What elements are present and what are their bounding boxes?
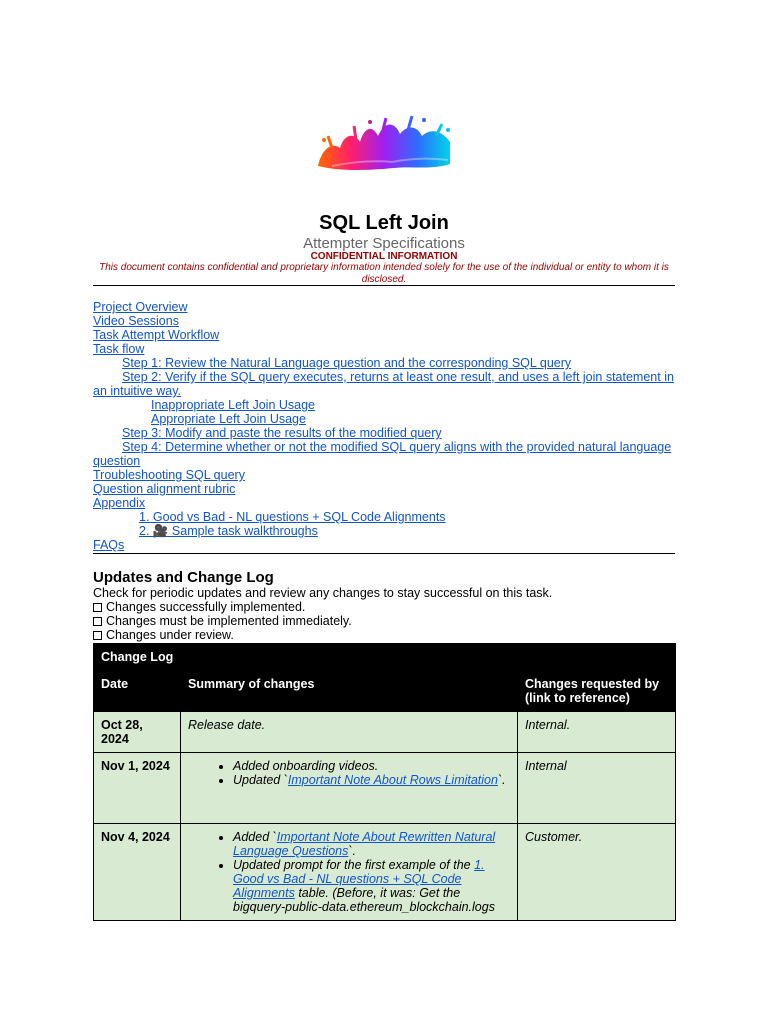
legend-box-icon: [93, 631, 102, 640]
table-row: [94, 712, 676, 753]
table-of-contents: [93, 300, 675, 552]
col-summary-header: Summary of changes: [181, 671, 518, 712]
list-item: [233, 830, 510, 858]
legend-box-icon: [93, 617, 102, 626]
toc-step-1[interactable]: Step 1: Review the Natural Language question and the corresponding SQL query: [122, 356, 572, 370]
change-log-table: [93, 643, 676, 921]
confidential-label: CONFIDENTIAL INFORMATION: [310, 251, 458, 262]
toc-faqs[interactable]: FAQs: [93, 538, 125, 552]
updates-heading: Updates and Change Log: [93, 569, 274, 586]
table-row: [94, 753, 676, 824]
doc-title: SQL Left Join: [319, 212, 449, 234]
row-summary: Release date.: [181, 712, 518, 753]
table-row: [94, 824, 676, 921]
row-requested-by: Customer.: [518, 824, 676, 921]
text-fragment: `.: [497, 773, 506, 787]
col-date-header: Date: [94, 671, 181, 712]
text-fragment: Added `: [233, 830, 277, 844]
list-item: • Added onboarding videos.: [233, 759, 510, 773]
toc-question-alignment-rubric[interactable]: Question alignment rubric: [93, 482, 236, 496]
toc-task-attempt-workflow[interactable]: Task Attempt Workflow: [93, 328, 220, 342]
good-vs-bad-link[interactable]: 1. Good vs Bad - NL questions + SQL Code Alignments: [233, 858, 485, 900]
doc-subtitle: Attempter Specifications: [303, 235, 465, 252]
text-fragment: Updated prompt for the first example of the: [233, 858, 475, 872]
legend-review-text: Changes under review.: [106, 628, 234, 642]
row-date: Oct 28, 2024: [94, 712, 181, 753]
legend-implemented-text: Changes successfully implemented.: [106, 600, 306, 614]
legend-box-icon: [93, 603, 102, 612]
toc-video-sessions[interactable]: Video Sessions: [93, 314, 179, 328]
toc-step-4[interactable]: Step 4: Determine whether or not the modified SQL query aligns with the provided natural language question: [93, 440, 672, 468]
toc-step-2[interactable]: Step 2: Verify if the SQL query executes, returns at least one result, and uses a left join statement in an intuitive way.: [93, 370, 674, 398]
toc-step-3[interactable]: Step 3: Modify and paste the results of the modified query: [122, 426, 442, 440]
col-requested-header: Changes requested by (link to reference): [518, 671, 676, 712]
rows-limitation-link[interactable]: Important Note About Rows Limitation: [287, 773, 498, 787]
legend-immediate-text: Changes must be implemented immediately.: [106, 614, 352, 628]
updates-intro: [93, 586, 675, 642]
toc-project-overview[interactable]: Project Overview: [93, 300, 188, 314]
divider-top: [93, 285, 675, 286]
text-fragment: table. (Before, it was: Get the bigquery-public-data.ethereum_blockchain.logs: [233, 886, 495, 914]
toc-appropriate-left-join[interactable]: Appropriate Left Join Usage: [151, 412, 306, 426]
toc-task-flow[interactable]: Task flow: [93, 342, 145, 356]
toc-appendix-1[interactable]: 1. Good vs Bad - NL questions + SQL Code Alignments: [139, 510, 446, 524]
change-log-title-row: [94, 644, 676, 671]
row-requested-by: Internal: [518, 753, 676, 824]
row-requested-by: Internal.: [518, 712, 676, 753]
toc-troubleshooting[interactable]: Troubleshooting SQL query: [93, 468, 245, 482]
row-date: Nov 4, 2024: [94, 824, 181, 921]
legend-implemented: [93, 600, 675, 614]
legend-immediate: [93, 614, 675, 628]
list-item: [233, 858, 510, 914]
change-log-title: Change Log: [94, 644, 676, 671]
toc-inappropriate-left-join[interactable]: Inappropriate Left Join Usage: [151, 398, 315, 412]
row-date: Nov 1, 2024: [94, 753, 181, 824]
rewritten-questions-link[interactable]: Important Note About Rewritten Natural Language Questions: [233, 830, 496, 858]
change-log-header-row: [94, 671, 676, 712]
toc-appendix-2[interactable]: 2. 🎥 Sample task walkthroughs: [139, 524, 318, 538]
row-summary: [181, 753, 518, 824]
row-summary: [181, 824, 518, 921]
legend-review: [93, 628, 675, 642]
list-item: [233, 773, 510, 787]
text-fragment: Updated `: [233, 773, 288, 787]
text-fragment: `.: [348, 844, 357, 858]
toc-appendix[interactable]: Appendix: [93, 496, 146, 510]
confidential-disclaimer: This document contains confidential and proprietary information intended solely for the use of the individual or entity to whom it is disclosed.: [99, 262, 669, 285]
logo-image: [312, 96, 456, 206]
divider-toc: [93, 553, 675, 554]
updates-intro-text: Check for periodic updates and review any changes to stay successful on this task.: [93, 586, 553, 600]
